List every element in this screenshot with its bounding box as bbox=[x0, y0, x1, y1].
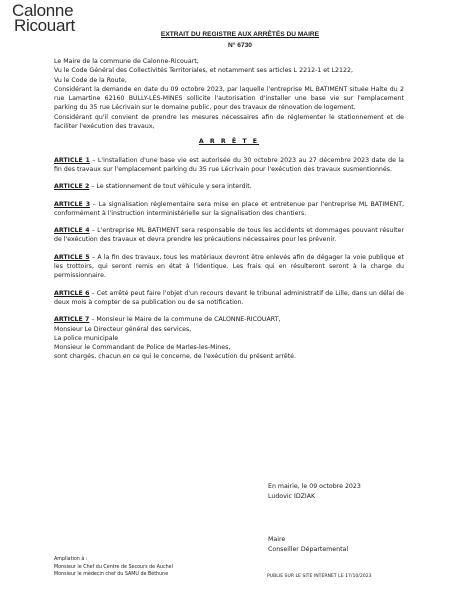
ampliation-block bbox=[54, 556, 173, 579]
article-7-line: – Monsieur le Maire de la commune de CALONNE-RICOUART, bbox=[89, 316, 281, 324]
article-text: – Le stationnement de tout véhicule y sera interdit. bbox=[89, 183, 252, 191]
arrete-title: A R R Ê T E bbox=[198, 138, 260, 146]
preamble-line: Considérant qu'il convient de prendre les mesures nécessaires afin de réglementer le stationnement et de faciliter l'exécution des travaux, bbox=[54, 113, 404, 131]
preamble-line: Considérant la demande en date du 09 octobre 2023, par laquelle l'entreprise ML BATIMENT située Halte du 2 rue Lamartine 62160 BULLY-LES-MINES sollicite l'autorisation d'installer une base vie sur l'emplacement parking du 35 rue Lécrivain sur le domaine public, pour des travaux de rénovation de logement. bbox=[54, 85, 404, 112]
preamble-line: Le Maire de la commune de Calonne-Ricouart, bbox=[54, 58, 199, 65]
article-text: – A la fin des travaux, tous les matériaux devront être enlevés afin de dégager la voie publique et les trottoirs, qui seront remis en état à l'identique. Les frais qui en résulteront seront à la charge du permissionnaire. bbox=[54, 253, 404, 280]
article-label: ARTICLE 3 bbox=[54, 200, 91, 208]
logo-line-1: Calonne bbox=[12, 1, 74, 20]
article-7 bbox=[54, 315, 404, 324]
article-4 bbox=[54, 226, 404, 245]
document-body bbox=[54, 57, 404, 362]
article-5 bbox=[54, 253, 404, 281]
article-text: – L'installation d'une base vie est autorisée du 30 octobre 2023 au 27 décembre 2023 date de la fin des travaux sur l'emplacement parking du 35 rue Lécrivain pour l'exécution des travaux susmentionnés. bbox=[54, 156, 404, 173]
article-7-line: La police municipale bbox=[54, 334, 119, 342]
article-1 bbox=[54, 156, 404, 175]
article-text: – Cet arrêté peut faire l'objet d'un recours devant le tribunal administratif de Lille, dans un délai de deux mois à compter de sa publication ou de sa notification. bbox=[54, 289, 405, 306]
publication-note: PUBLIE SUR LE SITE INTERNET LE 17/10/2023 bbox=[267, 574, 372, 579]
decree-number: N° 6730 bbox=[228, 42, 252, 49]
document-header bbox=[150, 29, 330, 51]
preamble-line: Vu le Code Général des Collectivités Territoriales, et notamment ses articles L 2212-1 et L2122, bbox=[54, 67, 353, 75]
article-7-line: sont chargés, chacun en ce qui le concerne, de l'exécution du présent arrêté. bbox=[54, 353, 297, 361]
article-7-line: Monsieur le Commandant de Police de Marles-les-Mines, bbox=[54, 344, 231, 352]
place-date: En mairie, le 09 octobre 2023 bbox=[268, 483, 361, 490]
article-label: ARTICLE 7 bbox=[54, 316, 90, 324]
role-councillor: Conseiller Départemental bbox=[268, 545, 349, 553]
article-label: ARTICLE 5 bbox=[54, 253, 90, 261]
article-label: ARTICLE 1 bbox=[54, 156, 90, 164]
article-2 bbox=[54, 182, 404, 191]
article-7-line: Monsieur Le Directeur général des services, bbox=[54, 325, 192, 333]
signatory-roles bbox=[268, 535, 348, 554]
article-label: ARTICLE 4 bbox=[54, 227, 90, 235]
role-mayor: Maire bbox=[268, 536, 286, 543]
ampliation-line: Monsieur le médecin chef du SAMU de Béthune bbox=[54, 572, 169, 578]
ampliation-title: Ampliation à : bbox=[54, 557, 88, 562]
preamble-line: Vu le Code de la Route, bbox=[54, 76, 127, 84]
article-3 bbox=[54, 200, 404, 219]
document-title: EXTRAIT DU REGISTRE AUX ARRÊTÉS DU MAIRE bbox=[160, 31, 320, 38]
signatory-name: Ludovic IDZIAK bbox=[268, 492, 316, 500]
ampliation-line: Monsieur le Chef du Centre de Secours de Auchel bbox=[54, 564, 173, 570]
article-label: ARTICLE 2 bbox=[54, 183, 90, 191]
article-6 bbox=[54, 289, 404, 308]
article-text: – L'entreprise ML BATIMENT sera responsable de tous les accidents et dommages pouvant résulter de l'exécution des travaux et devra prendre les précautions nécessaires pour les prévenir. bbox=[54, 227, 404, 244]
town-logo bbox=[12, 3, 122, 33]
article-text: – La signalisation réglementaire sera mise en place et entretenue par l'entreprise ML BATIMENT, conformément à l'instruction interministérielle sur la signalisation des chantiers. bbox=[54, 200, 404, 217]
signature-block bbox=[268, 482, 361, 501]
logo-line-2: Ricouart bbox=[14, 16, 75, 35]
article-label: ARTICLE 6 bbox=[54, 289, 90, 297]
